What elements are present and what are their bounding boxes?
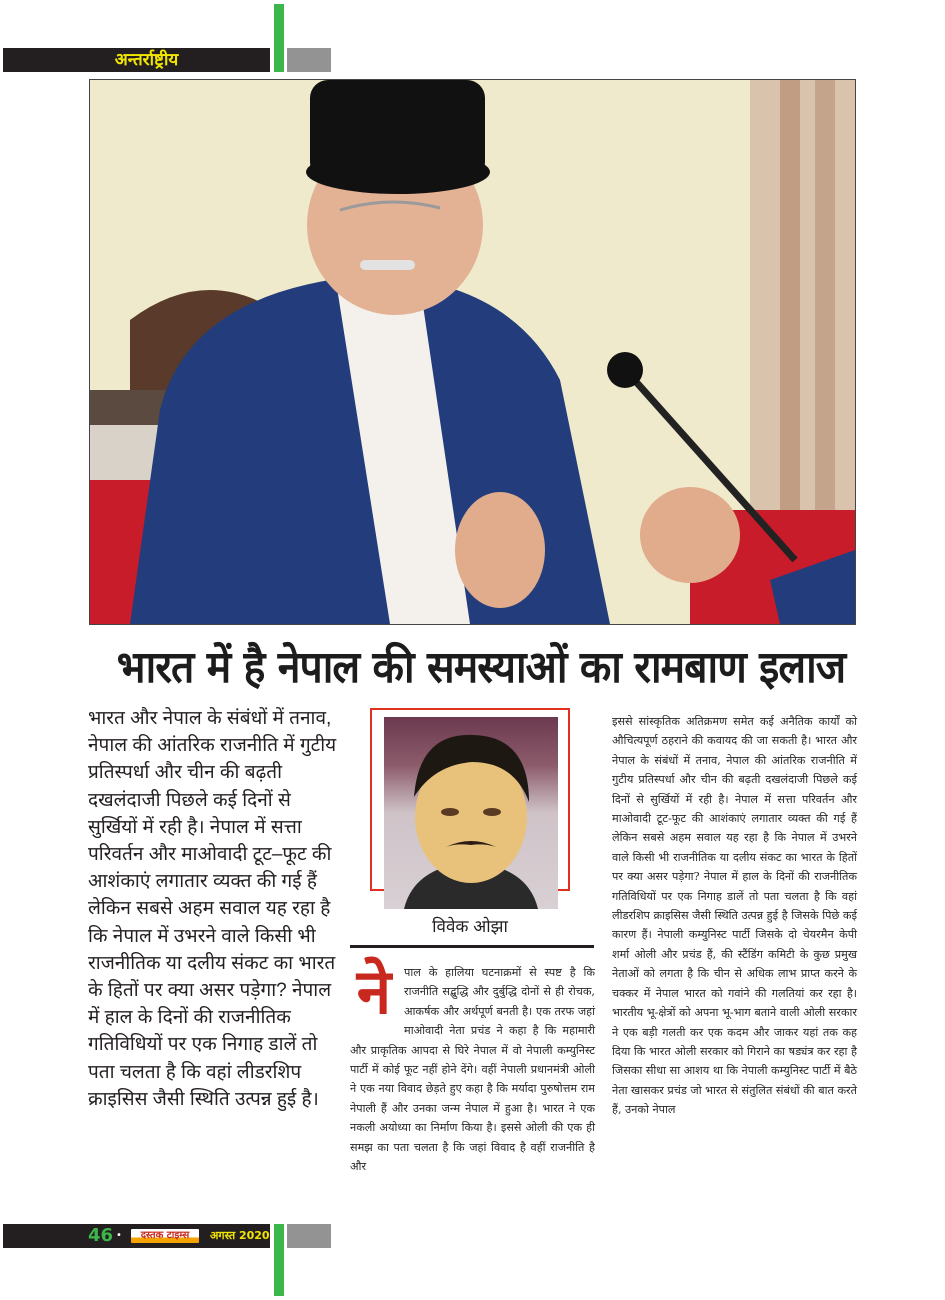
footer-green-accent (274, 1224, 284, 1296)
issue-date: अगस्त 2020 (210, 1229, 270, 1242)
main-photo (89, 79, 856, 625)
article-body-right: इससे सांस्कृतिक अतिक्रमण समेत कई अनैतिक कार्यों को औचित्यपूर्ण ठहराने की कवायद की जा सकती है। भारत और नेपाल के संबंधों में तनाव, नेपाल की आंतरिक राजनीति में गुटीय प्रतिस्पर्धा और चीन की बढ़ती दखलंदाजी पिछले कई दिनों से सुर्खियों में रही है। नेपाल में सत्ता परिवर्तन और माओवादी टूट-फूट की आशंकाएं लगातार व्यक्त की गई हैं लेकिन सबसे अहम सवाल यह रहा है कि नेपाल में उभरने वाले किसी भी राजनीतिक या दलीय संकट का भारत के हितों पर क्या असर पड़ेगा? नेपाल में हाल के दिनों की राजनीतिक गतिविधियों पर एक निगाह डालें तो पता चलता है कि वहां लीडरशिप क्राइसिस जैसी स्थिति उत्पन्न हुई है जिसके पिछे कई कारण हैं। नेपाली कम्युनिस्ट पार्टी जिसके दो चेयरमैन केपी शर्मा ओली और प्रचंड हैं, की स्टैंडिंग कमिटी के कुछ प्रमुख नेताओं को लगता है कि चीन से अधिक लाभ प्राप्त करने के चक्कर में नेपाल भारत को गवांने की गलतियां कर रहा है। भारतीय भू-क्षेत्रों को अपना भू-भाग बताने वाली ओली सरकार ने एक बड़ी गलती कर एक कदम और जाकर यहां तक कह दिया कि भारत ओली सरकार को गिराने का षड्यंत्र कर रहा है जिसका सीधा सा आशय था कि नेपाली कम्युनिस्ट पार्टी में बैठे नेता खासकर प्रचंड जो भारत से संतुलित संबंधों की बात करते हैं, उनको नेपाल (612, 715, 857, 1117)
article-headline: भारत में है नेपाल की समस्याओं का रामबाण इलाज (116, 642, 846, 693)
article-body-middle-text: पाल के हालिया घटनाक्रमों से स्पष्ट है कि राजनीति सद्बुद्धि और दुर्बुद्धि दोनों से ही रोचक, आकर्षक और अर्थपूर्ण बनती है। एक तरफ जहां माओवादी नेता प्रचंड ने कहा है कि महामारी और प्राकृतिक आपदा से घिरे नेपाल में वो नेपाली कम्युनिस्ट पार्टी में कोई फूट नहीं होने देंगे। वहीं नेपाली प्रधानमंत्री ओली ने एक नया विवाद छेड़ते हुए कहा है कि मर्यादा पुरुषोत्तम राम नेपाली हैं और उनका जन्म नेपाल में हुआ है। भारत ने एक नकली अयोध्या का निर्माण किया है। इससे ओली की एक ही समझ का पता चलता है कि जहां विवाद है वहीं राजनीति है और (350, 966, 595, 1174)
footer-gray-block (287, 1224, 331, 1248)
page-number: 46 (88, 1225, 114, 1246)
magazine-logo-text: दस्तक टाइम्स (140, 1230, 190, 1241)
speaker-photo-illustration (90, 80, 855, 624)
article-body-middle (350, 955, 595, 1176)
section-label: अन्तर्राष्ट्रीय (114, 50, 179, 70)
author-photo (384, 717, 558, 909)
article-intro: भारत और नेपाल के संबंधों में तनाव, नेपाल की आंतरिक राजनीति में गुटीय प्रतिस्पर्धा और चीन की बढ़ती दखलंदाजी पिछले कई दिनों से सुर्खियों में रही है। नेपाल में सत्ता परिवर्तन और माओवादी टूट–फूट की आशंकाएं लगातार व्यक्त की गई हैं लेकिन सबसे अहम सवाल यह रहा है कि नेपाल में उभरने वाले किसी भी राजनीतिक या दलीय संकट का भारत के हितों पर क्या असर पड़ेगा? नेपाल में हाल के दिनों की राजनीतिक गतिविधियों पर एक निगाह डालें तो पता चलता है कि वहां लीडरशिप क्राइसिस जैसी स्थिति उत्पन्न हुई है। (88, 708, 337, 1110)
author-portrait-illustration (384, 717, 558, 909)
author-divider (350, 945, 594, 948)
header-gray-block (287, 48, 331, 72)
author-name: विवेक ओझा (432, 917, 508, 936)
drop-cap: ने (356, 955, 392, 1028)
header-green-accent (274, 4, 284, 72)
magazine-logo (131, 1229, 199, 1243)
footer-bullet: • (116, 1230, 122, 1241)
